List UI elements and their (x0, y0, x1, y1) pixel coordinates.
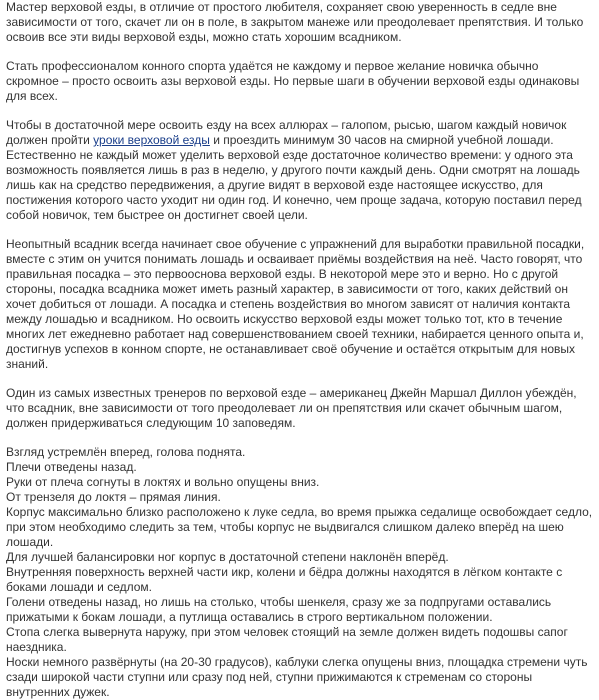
commandment-item: Внутренняя поверхность верхней части икр, колени и бёдра должны находятся в лёгком контакте с боками лошади и седлом. (6, 565, 563, 594)
commandment-item: Корпус максимально близко расположено к луке седла, во время прыжка седалище освобождает седло, при этом необходимо следить за тем, чтобы корпус не выдвигался слишком далеко вперёд на шею лошади. (6, 505, 593, 549)
commandment-item: Голени отведены назад, но лишь на столько, чтобы шенкеля, сразу же за подпругами оставались прижатыми к бокам лошади, а путлища оставались в строго вертикальном положении. (6, 595, 552, 624)
commandment-item: Плечи отведены назад. (6, 460, 137, 474)
paragraph-gaits-text-start: Чтобы в достаточной мере освоить езду на всех аллюрах – галопом, рысью, шагом каждый новичок должен пройти (6, 118, 567, 147)
paragraph-trainer: Один из самых известных тренеров по верховой езде – американец Джейн Маршал Диллон убеждён, что всадник, вне зависимости от того преодолевает ли он препятствия или скачет обычным шагом, должен придерживаться следующим 10 заповедям. (6, 386, 577, 430)
paragraph-profession: Стать профессионалом конного спорта удаётся не каждому и первое желание новичка обычно скромное – просто освоить азы верховой езды. Но первые шаги в обучении верховой езды одинаковы для всех. (6, 59, 580, 103)
commandment-item: Стопа слегка вывернута наружу, при этом человек стоящий на земле должен видеть подошвы сапог наездника. (6, 625, 568, 654)
commandment-item: Для лучшей балансировки ног корпус в достаточной степени наклонён вперёд. (6, 550, 449, 564)
paragraph-intro: Мастер верховой езды, в отличие от простого любителя, сохраняет свою уверенность в седле вне зависимости от того, скачет ли он в поле, в закрытом манеже или преодолевает препятствия. И только освоив все эти виды верховой езды, можно стать хорошим всадником. (6, 0, 584, 44)
commandment-item: Носки немного развёрнуты (на 20-30 градусов), каблуки слегка опущены вниз, площадка стремени чуть сзади широкой части ступни или сразу под ней, ступни прижимаются к стременам со стороны внутренних дужек. (6, 655, 588, 699)
paragraph-gaits-text-end: и проездить минимум 30 часов на смирной учебной лошади. Естественно не каждый может уделить верховой езде достаточное количество времени: у одного эта возможность появляется лишь в раз в неделю, у другого почти каждый день. Одни смотрят на лошадь лишь как на средство передвижения, а другие видят в верховой езде настоящее искусство, для постижения которого часто уходит ни один год. И конечно, чем проще задача, которую поставил перед собой новичок, тем быстрее он достигнет своей цели. (6, 133, 582, 222)
riding-lessons-link[interactable]: уроки верховой езды (93, 133, 210, 147)
paragraph-posture: Неопытный всадник всегда начинает свое обучение с упражнений для выработки правильной посадки, вместе с этим он учится понимать лошадь и осваивает приёмы воздействия на неё. Часто говорят, что правильная посадка – это первооснова верховой езды. В некоторой мере это и верно. Но с другой стороны, посадка всадника может иметь разный характер, в зависимости от того, каких действий он хочет добиться от лошади. А посадка и степень воздействия во многом зависят от наличия контакта между лошадью и всадником. Но освоить искусство верховой езды может только тот, кто в течение многих лет ежедневно работает над совершенствованием своей техники, набирается ценного опыта и, достигнув успехов в конном спорте, не останавливает своё обучение и остаётся открытым для новых знаний. (6, 237, 585, 371)
commandments-list (6, 445, 593, 700)
commandment-item: Взгляд устремлён вперед, голова поднята. (6, 445, 246, 459)
commandment-item: Руки от плеча согнуты в локтях и вольно опущены вниз. (6, 475, 320, 489)
commandment-item: От трензеля до локтя – прямая линия. (6, 490, 221, 504)
paragraph-gaits (6, 118, 593, 223)
